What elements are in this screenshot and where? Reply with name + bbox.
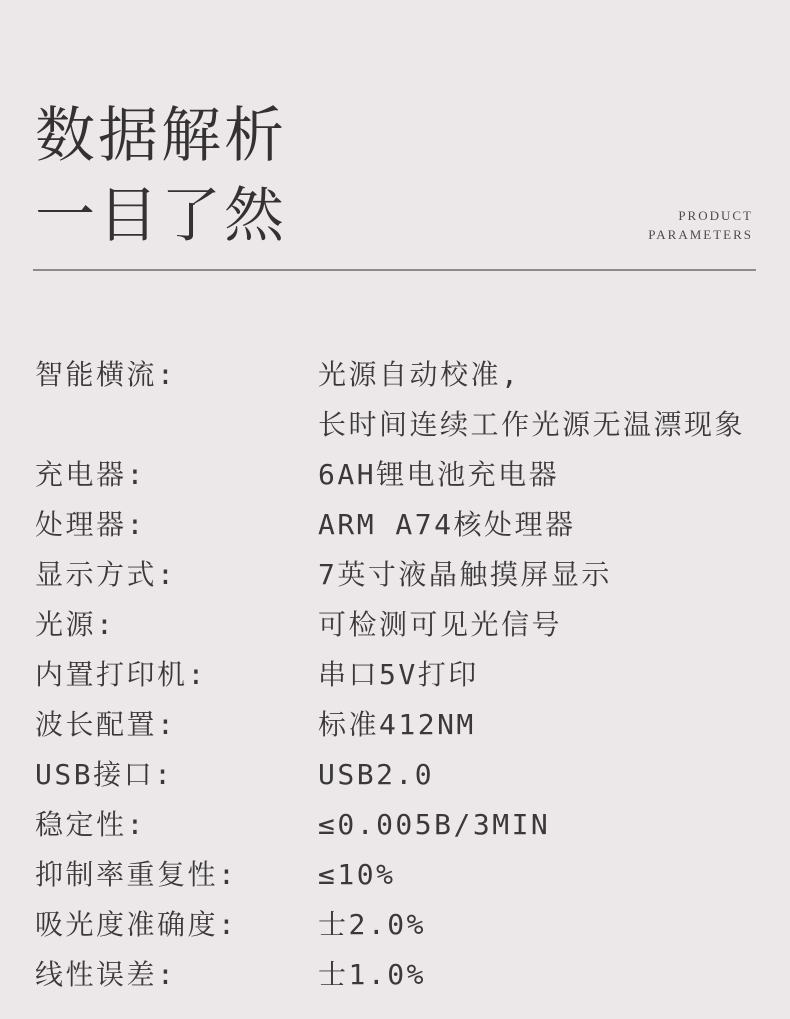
spec-label: 处理器: (35, 508, 146, 541)
spec-value-line1: 光源自动校准, (318, 358, 521, 391)
spec-list (35, 350, 770, 1000)
spec-row (35, 550, 770, 600)
spec-row (35, 950, 770, 1000)
spec-value: 可检测可见光信号 (318, 608, 563, 641)
spec-row (35, 650, 770, 700)
spec-value: 标准412NM (318, 708, 476, 741)
page-title-line1: 数据解析 (35, 103, 287, 169)
spec-row (35, 750, 770, 800)
spec-value-line2: 长时间连续工作光源无温漂现象 (318, 408, 746, 441)
spec-value: 士2.0% (318, 908, 426, 941)
spec-value: 7英寸液晶触摸屏显示 (318, 558, 612, 591)
eyebrow-line1: PRODUCT (678, 208, 753, 223)
spec-value: 士1.0% (318, 958, 426, 991)
spec-value: ARM A74核处理器 (318, 508, 576, 541)
spec-label: 稳定性: (35, 808, 146, 841)
spec-value: 6AH锂电池充电器 (318, 458, 560, 491)
spec-label: 充电器: (35, 458, 146, 491)
header-divider (33, 269, 756, 271)
spec-label: 线性误差: (35, 958, 177, 991)
page-title (35, 96, 287, 256)
spec-label: USB接口: (35, 758, 174, 791)
spec-label: 抑制率重复性: (35, 858, 238, 891)
spec-row (35, 800, 770, 850)
spec-value: USB2.0 (318, 758, 435, 791)
spec-row (35, 700, 770, 750)
spec-value: 串口5V打印 (318, 658, 479, 691)
spec-label: 吸光度准确度: (35, 908, 238, 941)
spec-row (35, 450, 770, 500)
page-title-line2: 一目了然 (35, 183, 287, 249)
spec-row (35, 500, 770, 550)
spec-label: 显示方式: (35, 558, 177, 591)
spec-value: ≤0.005B/3MIN (318, 808, 551, 841)
spec-label: 智能横流: (35, 358, 177, 391)
spec-label: 波长配置: (35, 708, 177, 741)
spec-row (35, 850, 770, 900)
spec-row (35, 350, 770, 450)
spec-label: 内置打印机: (35, 658, 207, 691)
spec-row (35, 600, 770, 650)
section-eyebrow (648, 206, 753, 244)
spec-value: ≤10% (318, 858, 396, 891)
spec-value (318, 350, 770, 450)
eyebrow-line2: PARAMETERS (648, 227, 753, 242)
spec-row (35, 900, 770, 950)
spec-label: 光源: (35, 608, 116, 641)
